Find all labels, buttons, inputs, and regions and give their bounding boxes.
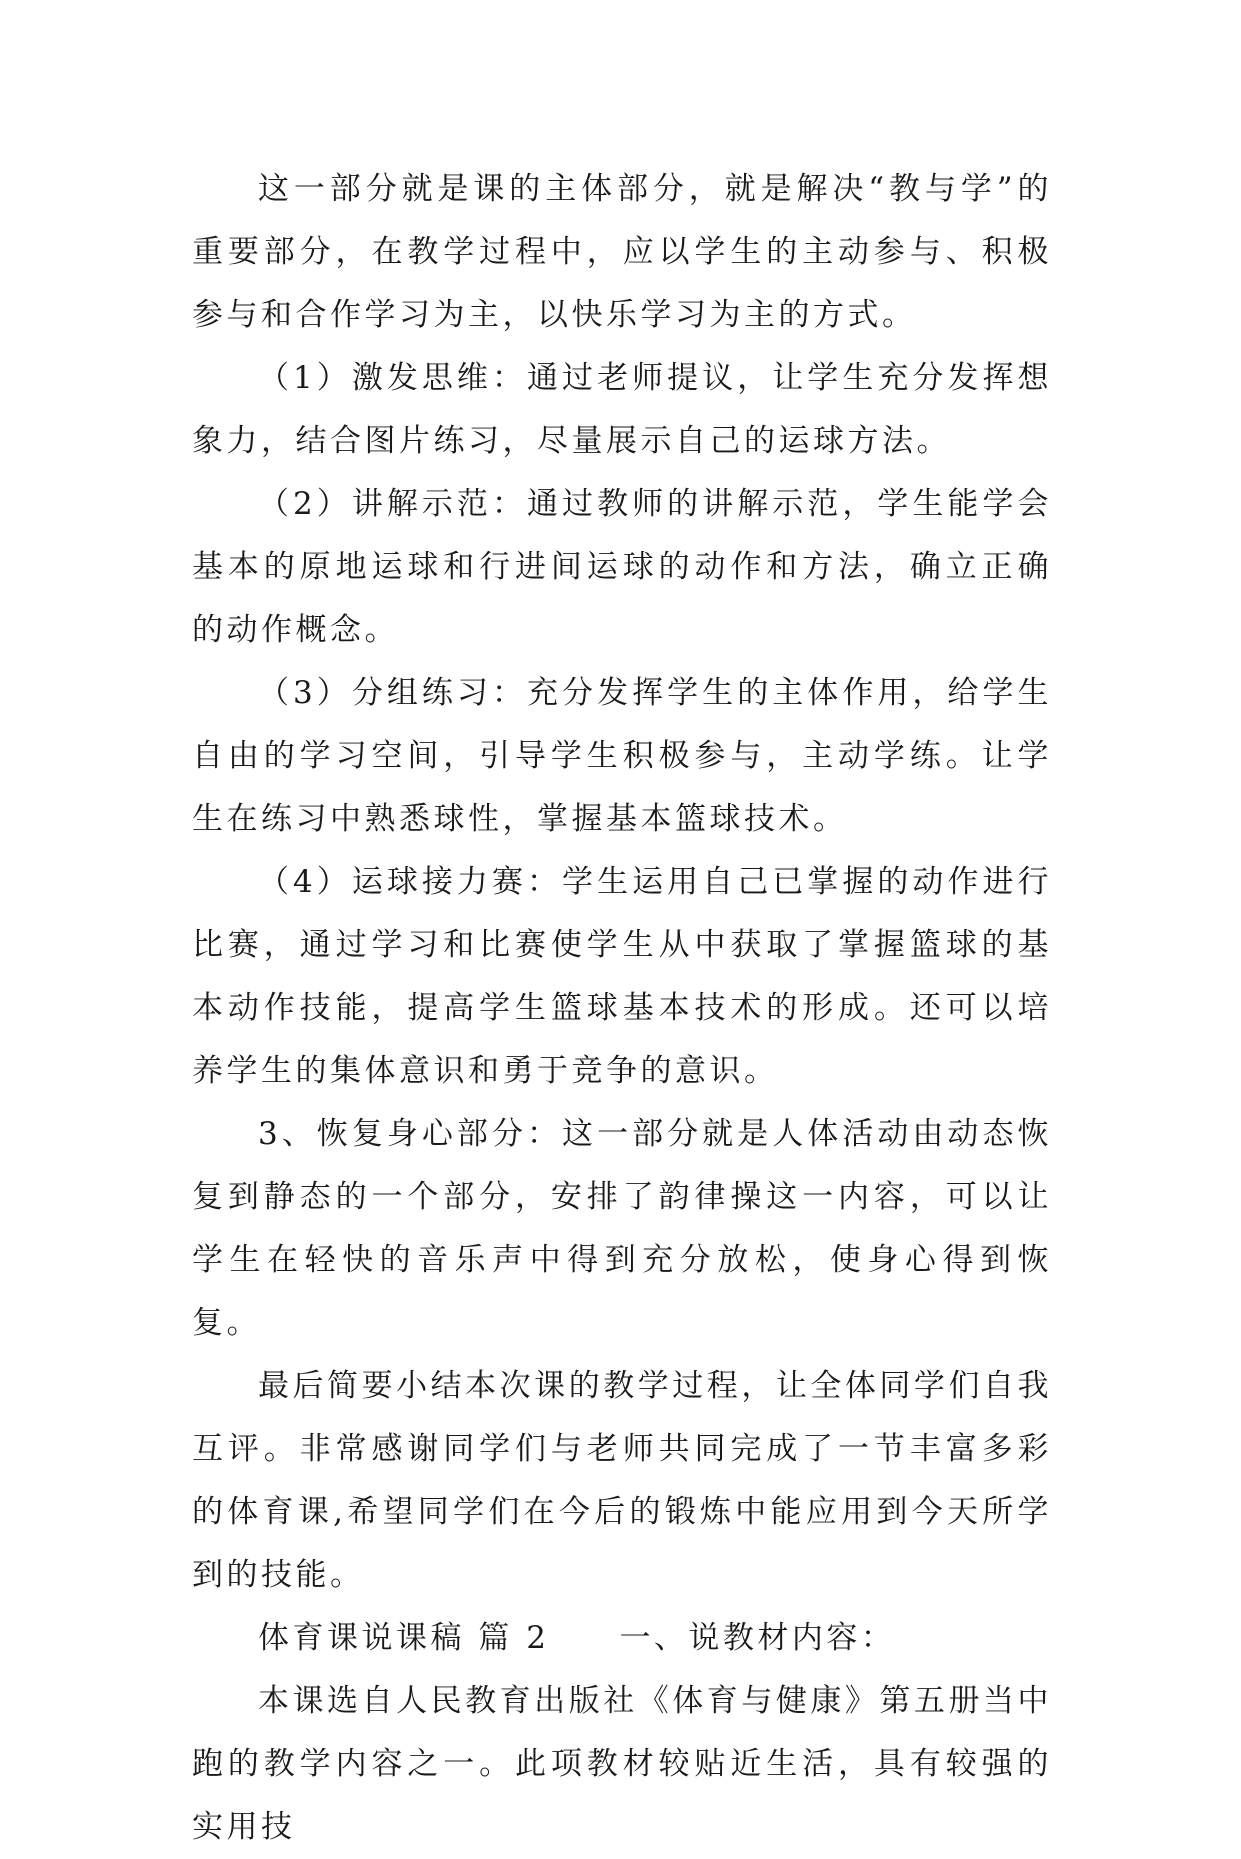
paragraph-item-3: （3）分组练习：充分发挥学生的主体作用，给学生自由的学习空间，引导学生积极参与，主动学练。让学生在练习中熟悉球性，掌握基本篮球技术。	[192, 675, 1052, 837]
paragraph-summary: 最后简要小结本次课的教学过程，让全体同学们自我互评。非常感谢同学们与老师共同完成了一节丰富多彩的体育课,希望同学们在今后的锻炼中能应用到今天所学到的技能。	[192, 1368, 1052, 1593]
paragraph-item-4: （4）运球接力赛：学生运用自己已掌握的动作进行比赛，通过学习和比赛使学生从中获取了掌握篮球的基本动作技能，提高学生篮球基本技术的形成。还可以培养学生的集体意识和勇于竞争的意识。	[192, 864, 1052, 1089]
document-body	[192, 158, 1052, 1859]
paragraph-item-1: （1）激发思维：通过老师提议，让学生充分发挥想象力，结合图片练习，尽量展示自己的运球方法。	[192, 360, 1052, 459]
paragraph-recovery: 3、恢复身心部分：这一部分就是人体活动由动态恢复到静态的一个部分，安排了韵律操这一内容，可以让学生在轻快的音乐声中得到充分放松，使身心得到恢复。	[192, 1116, 1052, 1341]
paragraph-intro: 这一部分就是课的主体部分，就是解决“教与学”的重要部分，在教学过程中，应以学生的主动参与、积极参与和合作学习为主，以快乐学习为主的方式。	[192, 171, 1052, 333]
paragraph-closing: 本课选自人民教育出版社《体育与健康》第五册当中跑的教学内容之一。此项教材较贴近生活，具有较强的实用技	[192, 1683, 1052, 1845]
section-title: 体育课说课稿 篇 2	[258, 1620, 550, 1656]
paragraph-item-2: （2）讲解示范：通过教师的讲解示范，学生能学会基本的原地运球和行进间运球的动作和方法，确立正确的动作概念。	[192, 486, 1052, 648]
section-subtitle: 一、说教材内容：	[619, 1620, 896, 1656]
section-heading	[192, 1607, 1052, 1670]
